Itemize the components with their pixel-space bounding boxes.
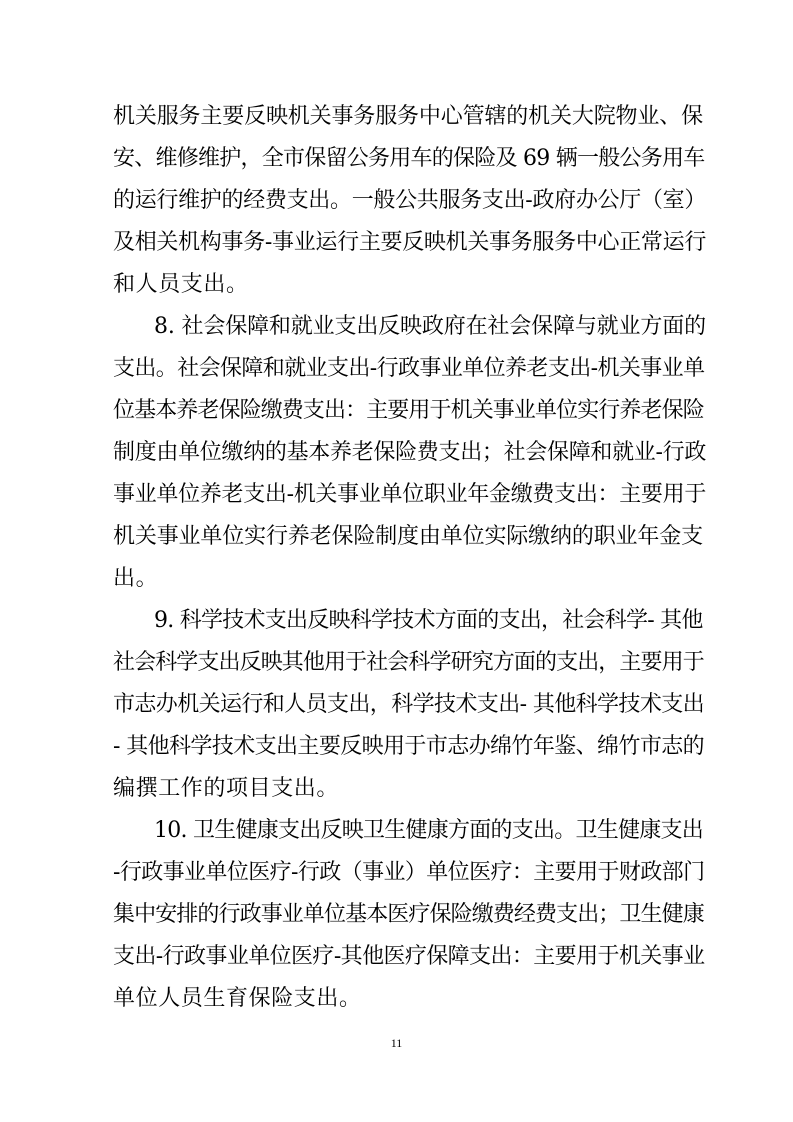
paragraph-2-line-2: 支出。社会保障和就业支出-行政事业单位养老支出-机关事业单 [113, 356, 705, 381]
paragraph-2-line-6: 机关事业单位实行养老保险制度由单位实际缴纳的职业年金支 [113, 524, 703, 549]
paragraph-2-line-5: 事业单位养老支出-机关事业单位职业年金缴费支出：主要用于 [113, 482, 707, 507]
paragraph-2-line-1: 8. 社会保障和就业支出反映政府在社会保障与就业方面的 [154, 314, 706, 339]
paragraph-1-line-2: 安、维修维护，全市保留公务用车的保险及 69 辆一般公务用车 [113, 146, 705, 171]
paragraph-4-line-4: 支出-行政事业单位医疗-其他医疗保障支出：主要用于机关事业 [113, 944, 705, 969]
paragraph-1-line-5: 和人员支出。 [113, 272, 249, 297]
paragraph-3-line-1: 9. 科学技术支出反映科学技术方面的支出，社会科学- 其他 [154, 608, 703, 633]
page-number: 11 [390, 1036, 403, 1050]
paragraph-3-line-2: 社会科学支出反映其他用于社会科学研究方面的支出，主要用于 [113, 650, 704, 675]
paragraph-2-line-3: 位基本养老保险缴费支出：主要用于机关事业单位实行养老保险 [113, 398, 704, 423]
paragraph-2-line-4: 制度由单位缴纳的基本养老保险费支出；社会保障和就业-行政 [113, 440, 707, 465]
paragraph-1-line-4: 及相关机构事务-事业运行主要反映机关事务服务中心正常运行 [113, 230, 707, 255]
paragraph-4-line-1: 10. 卫生健康支出反映卫生健康方面的支出。卫生健康支出 [154, 818, 703, 843]
paragraph-2-line-7: 出。 [113, 566, 159, 591]
paragraph-4-line-5: 单位人员生育保险支出。 [113, 986, 362, 1011]
paragraph-4-line-2: -行政事业单位医疗-行政（事业）单位医疗：主要用于财政部门 [113, 860, 705, 885]
paragraph-1-line-1: 机关服务主要反映机关事务服务中心管辖的机关大院物业、保 [113, 104, 703, 129]
paragraph-3-line-5: 编撰工作的项目支出。 [113, 776, 340, 801]
paragraph-4-line-3: 集中安排的行政事业单位基本医疗保险缴费经费支出；卫生健康 [113, 902, 704, 927]
paragraph-3-line-4: - 其他科学技术支出主要反映用于市志办绵竹年鉴、绵竹市志的 [113, 734, 705, 759]
paragraph-1-line-3: 的运行维护的经费支出。一般公共服务支出-政府办公厅（室） [113, 188, 707, 213]
paragraph-3-line-3: 市志办机关运行和人员支出，科学技术支出- 其他科学技术支出 [113, 692, 705, 717]
